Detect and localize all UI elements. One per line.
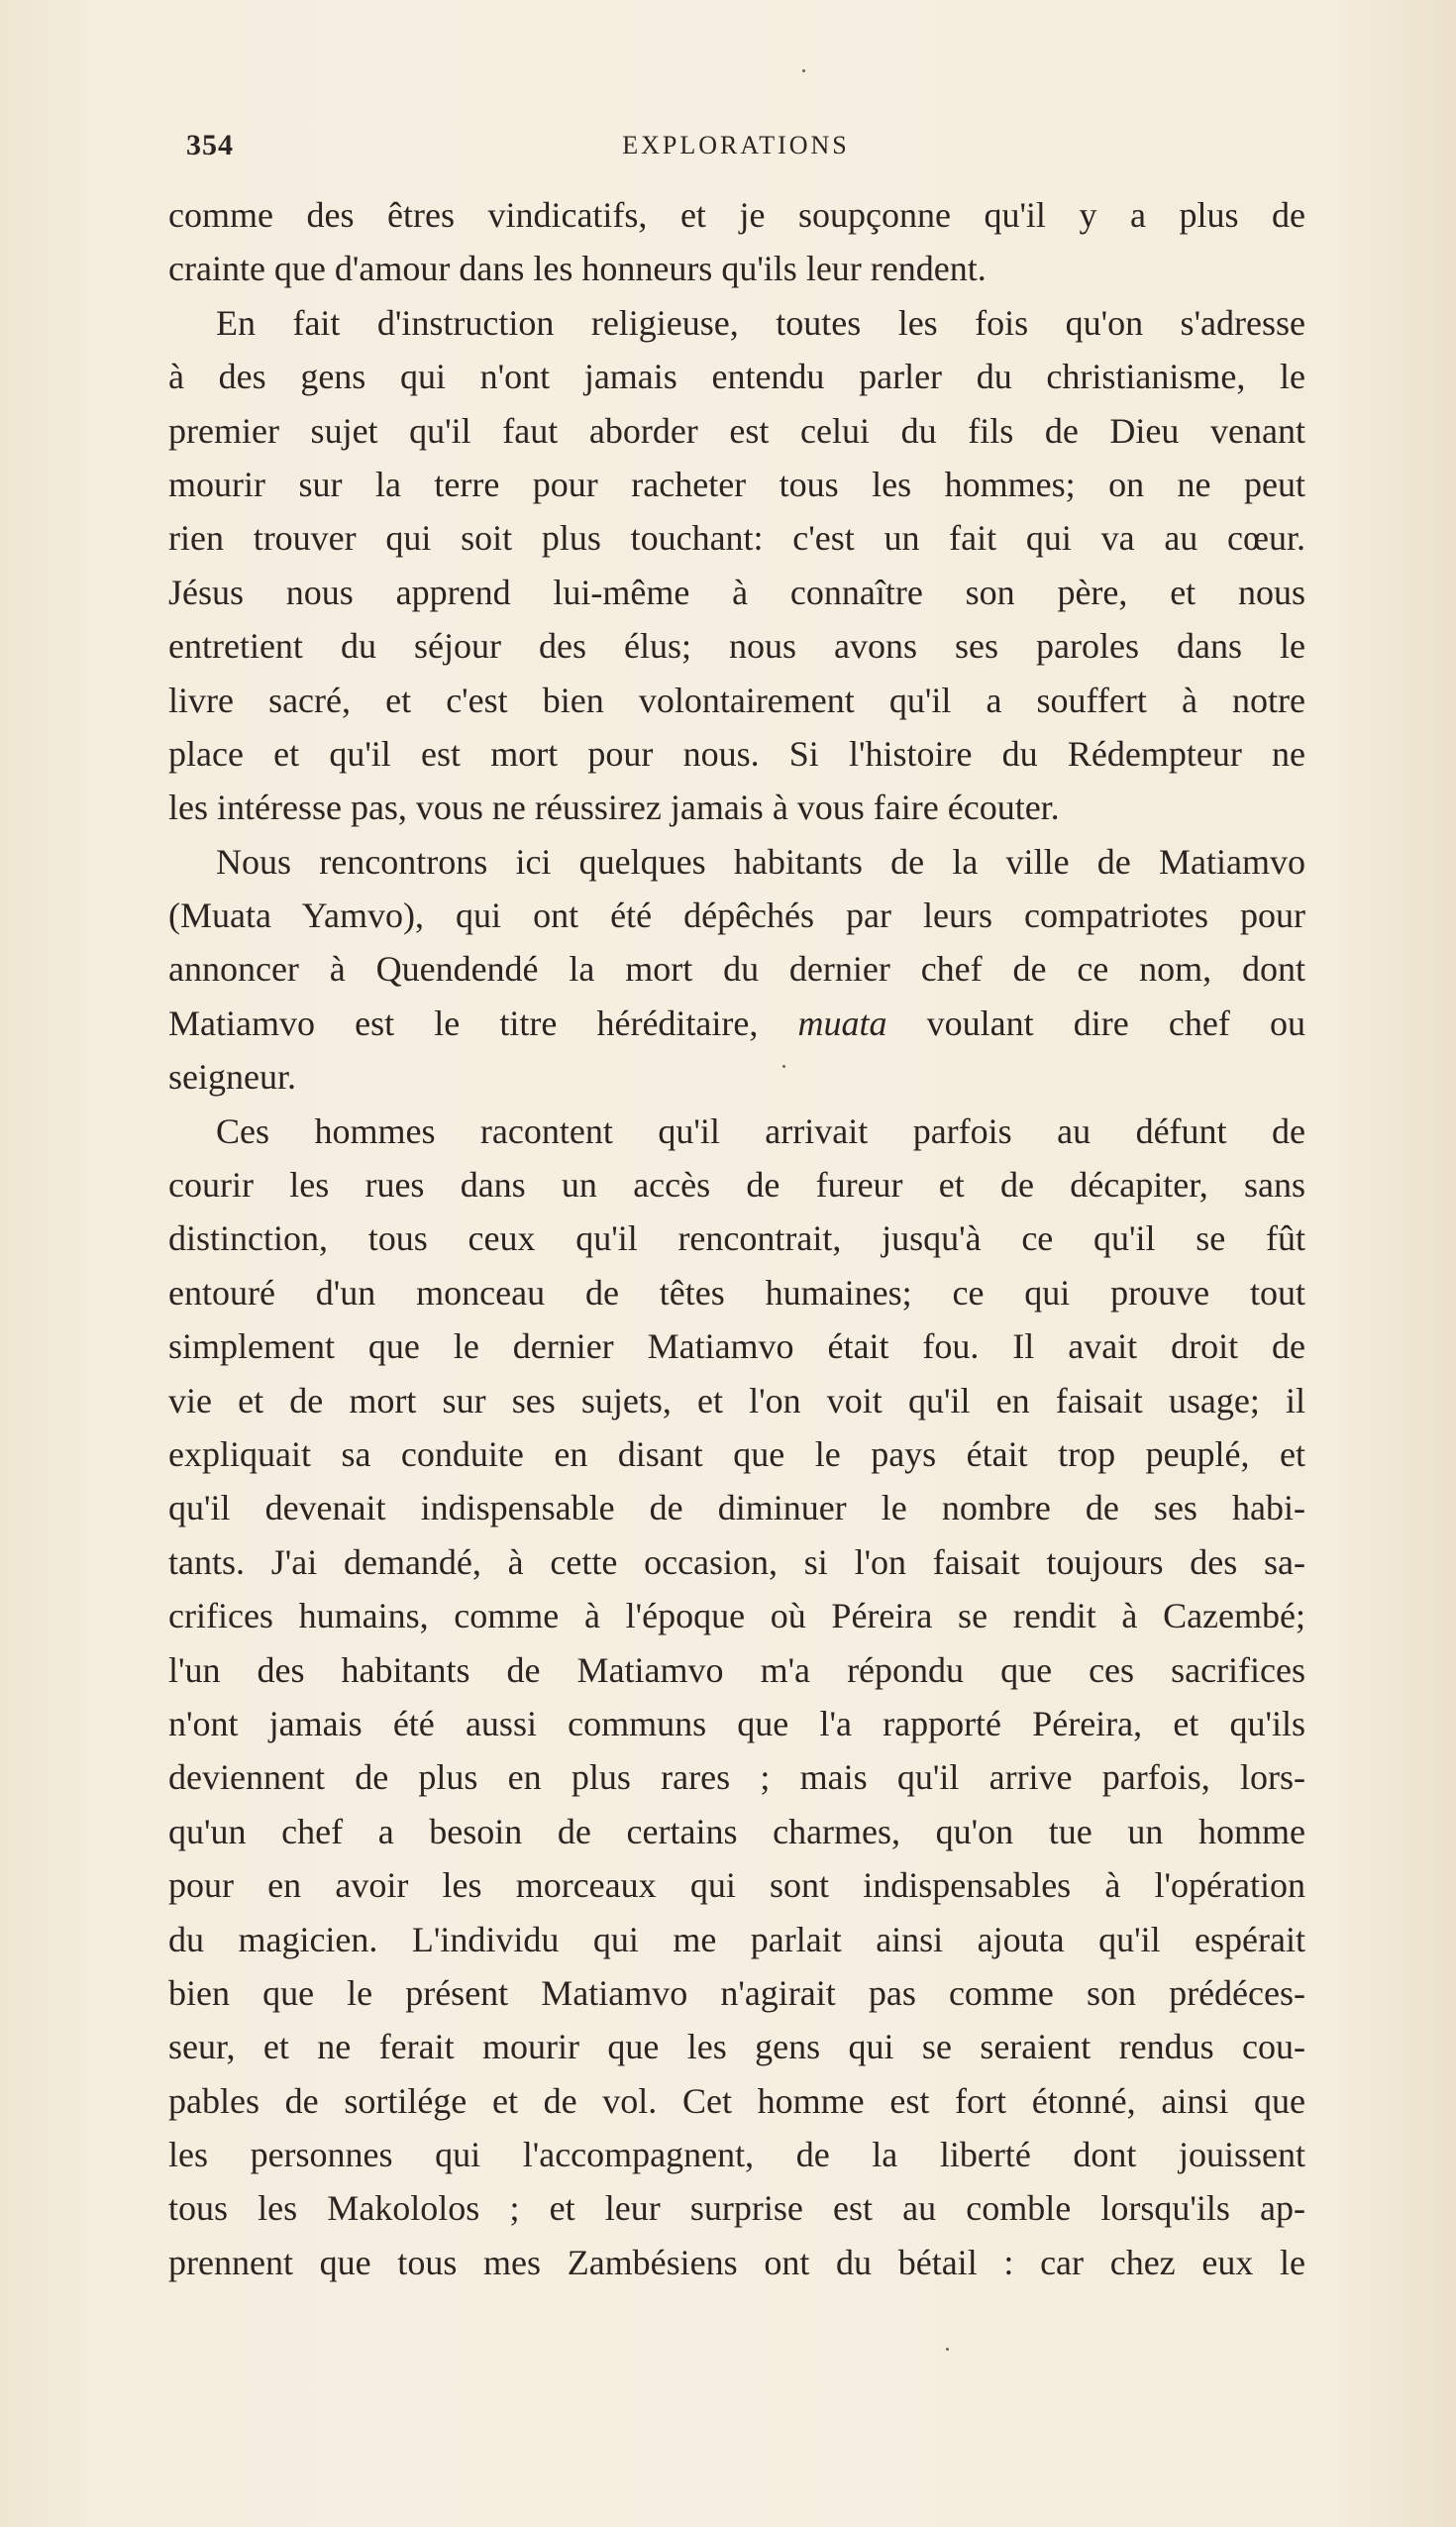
text-line: crainte que d'amour dans les honneurs qu'ils leur rendent.: [168, 249, 987, 289]
text-line: qu'un chef a besoin de certains charmes, qu'on tue un homme: [168, 1811, 1305, 1851]
text-line: Ces hommes racontent qu'il arrivait parfois au défunt de: [216, 1110, 1305, 1151]
text-line: du magicien. L'individu qui me parlait ainsi ajouta qu'il espérait: [168, 1919, 1305, 1959]
text-line: n'ont jamais été aussi communs que l'a rapporté Péreira, et qu'ils: [168, 1703, 1305, 1743]
text-line: mourir sur la terre pour racheter tous les hommes; on ne peut: [168, 464, 1305, 504]
text-line: livre sacré, et c'est bien volontairement qu'il a souffert à notre: [168, 680, 1305, 720]
text-line: expliquait sa conduite en disant que le pays était trop peuplé, et: [168, 1433, 1305, 1474]
body-text: [168, 188, 1305, 2289]
text-line: tants. J'ai demandé, à cette occasion, si l'on faisait toujours des sa-: [168, 1541, 1305, 1582]
text-line: pables de sortilége et de vol. Cet homme est fort étonné, ainsi que: [168, 2080, 1305, 2121]
italic-term: muata: [797, 1002, 887, 1043]
text-line: Nous rencontrons ici quelques habitants de la ville de Matiamvo: [216, 841, 1305, 882]
text-line: premier sujet qu'il faut aborder est celui du fils de Dieu venant: [168, 410, 1305, 451]
text-line: En fait d'instruction religieuse, toutes les fois qu'on s'adresse: [216, 302, 1305, 343]
text-line: entouré d'un monceau de têtes humaines; ce qui prouve tout: [168, 1272, 1305, 1313]
text-line: place et qu'il est mort pour nous. Si l'histoire du Rédempteur ne: [168, 733, 1305, 774]
text-line: Matiamvo est le titre héréditaire, muata voulant dire chef ou: [168, 1002, 1305, 1043]
text-line: seur, et ne ferait mourir que les gens qui se seraient rendus cou-: [168, 2027, 1305, 2067]
text-line: l'un des habitants de Matiamvo m'a répondu que ces sacrifices: [168, 1649, 1305, 1690]
text-line: les personnes qui l'accompagnent, de la liberté dont jouissent: [168, 2135, 1305, 2175]
text-line: (Muata Yamvo), qui ont été dépêchés par leurs compatriotes pour: [168, 895, 1305, 936]
text-line: courir les rues dans un accès de fureur et de décapiter, sans: [168, 1165, 1305, 1206]
text-line: prennent que tous mes Zambésiens ont du bétail : car chez eux le: [168, 2242, 1305, 2282]
page-header: [186, 129, 1286, 174]
text-line: Jésus nous apprend lui-même à connaître son père, et nous: [168, 572, 1305, 612]
text-line: simplement que le dernier Matiamvo était fou. Il avait droit de: [168, 1326, 1305, 1367]
text-line: distinction, tous ceux qu'il rencontrait, jusqu'à ce qu'il se fût: [168, 1218, 1305, 1259]
paper-speck: [802, 69, 805, 72]
text-line: à des gens qui n'ont jamais entendu parler du christianisme, le: [168, 357, 1305, 397]
text-line: comme des êtres vindicatifs, et je soupçonne qu'il y a plus de: [168, 195, 1305, 235]
text-line: vie et de mort sur ses sujets, et l'on voit qu'il en faisait usage; il: [168, 1380, 1305, 1421]
running-title: EXPLORATIONS: [622, 131, 850, 159]
text-line: tous les Makololos ; et leur surprise est au comble lorsqu'ils ap-: [168, 2188, 1305, 2229]
text-line: deviennent de plus en plus rares ; mais qu'il arrive parfois, lors-: [168, 1757, 1305, 1798]
text-line: rien trouver qui soit plus touchant: c'est un fait qui va au cœur.: [168, 518, 1305, 559]
text-line: bien que le présent Matiamvo n'agirait pas comme son prédéces-: [168, 1972, 1305, 2013]
text-line: annoncer à Quendendé la mort du dernier chef de ce nom, dont: [168, 949, 1305, 990]
text-line: crifices humains, comme à l'époque où Péreira se rendit à Cazembé;: [168, 1596, 1305, 1636]
text-line: entretient du séjour des élus; nous avons ses paroles dans le: [168, 626, 1305, 667]
page-number: 354: [186, 129, 234, 161]
text-line: pour en avoir les morceaux qui sont indispensables à l'opération: [168, 1865, 1305, 1906]
paper-speck: [946, 2348, 949, 2351]
text-line: seigneur.: [168, 1057, 296, 1098]
paper-speck: [782, 1065, 785, 1068]
text-line: les intéresse pas, vous ne réussirez jamais à vous faire écouter.: [168, 788, 1060, 828]
text-line: qu'il devenait indispensable de diminuer le nombre de ses habi-: [168, 1488, 1305, 1528]
